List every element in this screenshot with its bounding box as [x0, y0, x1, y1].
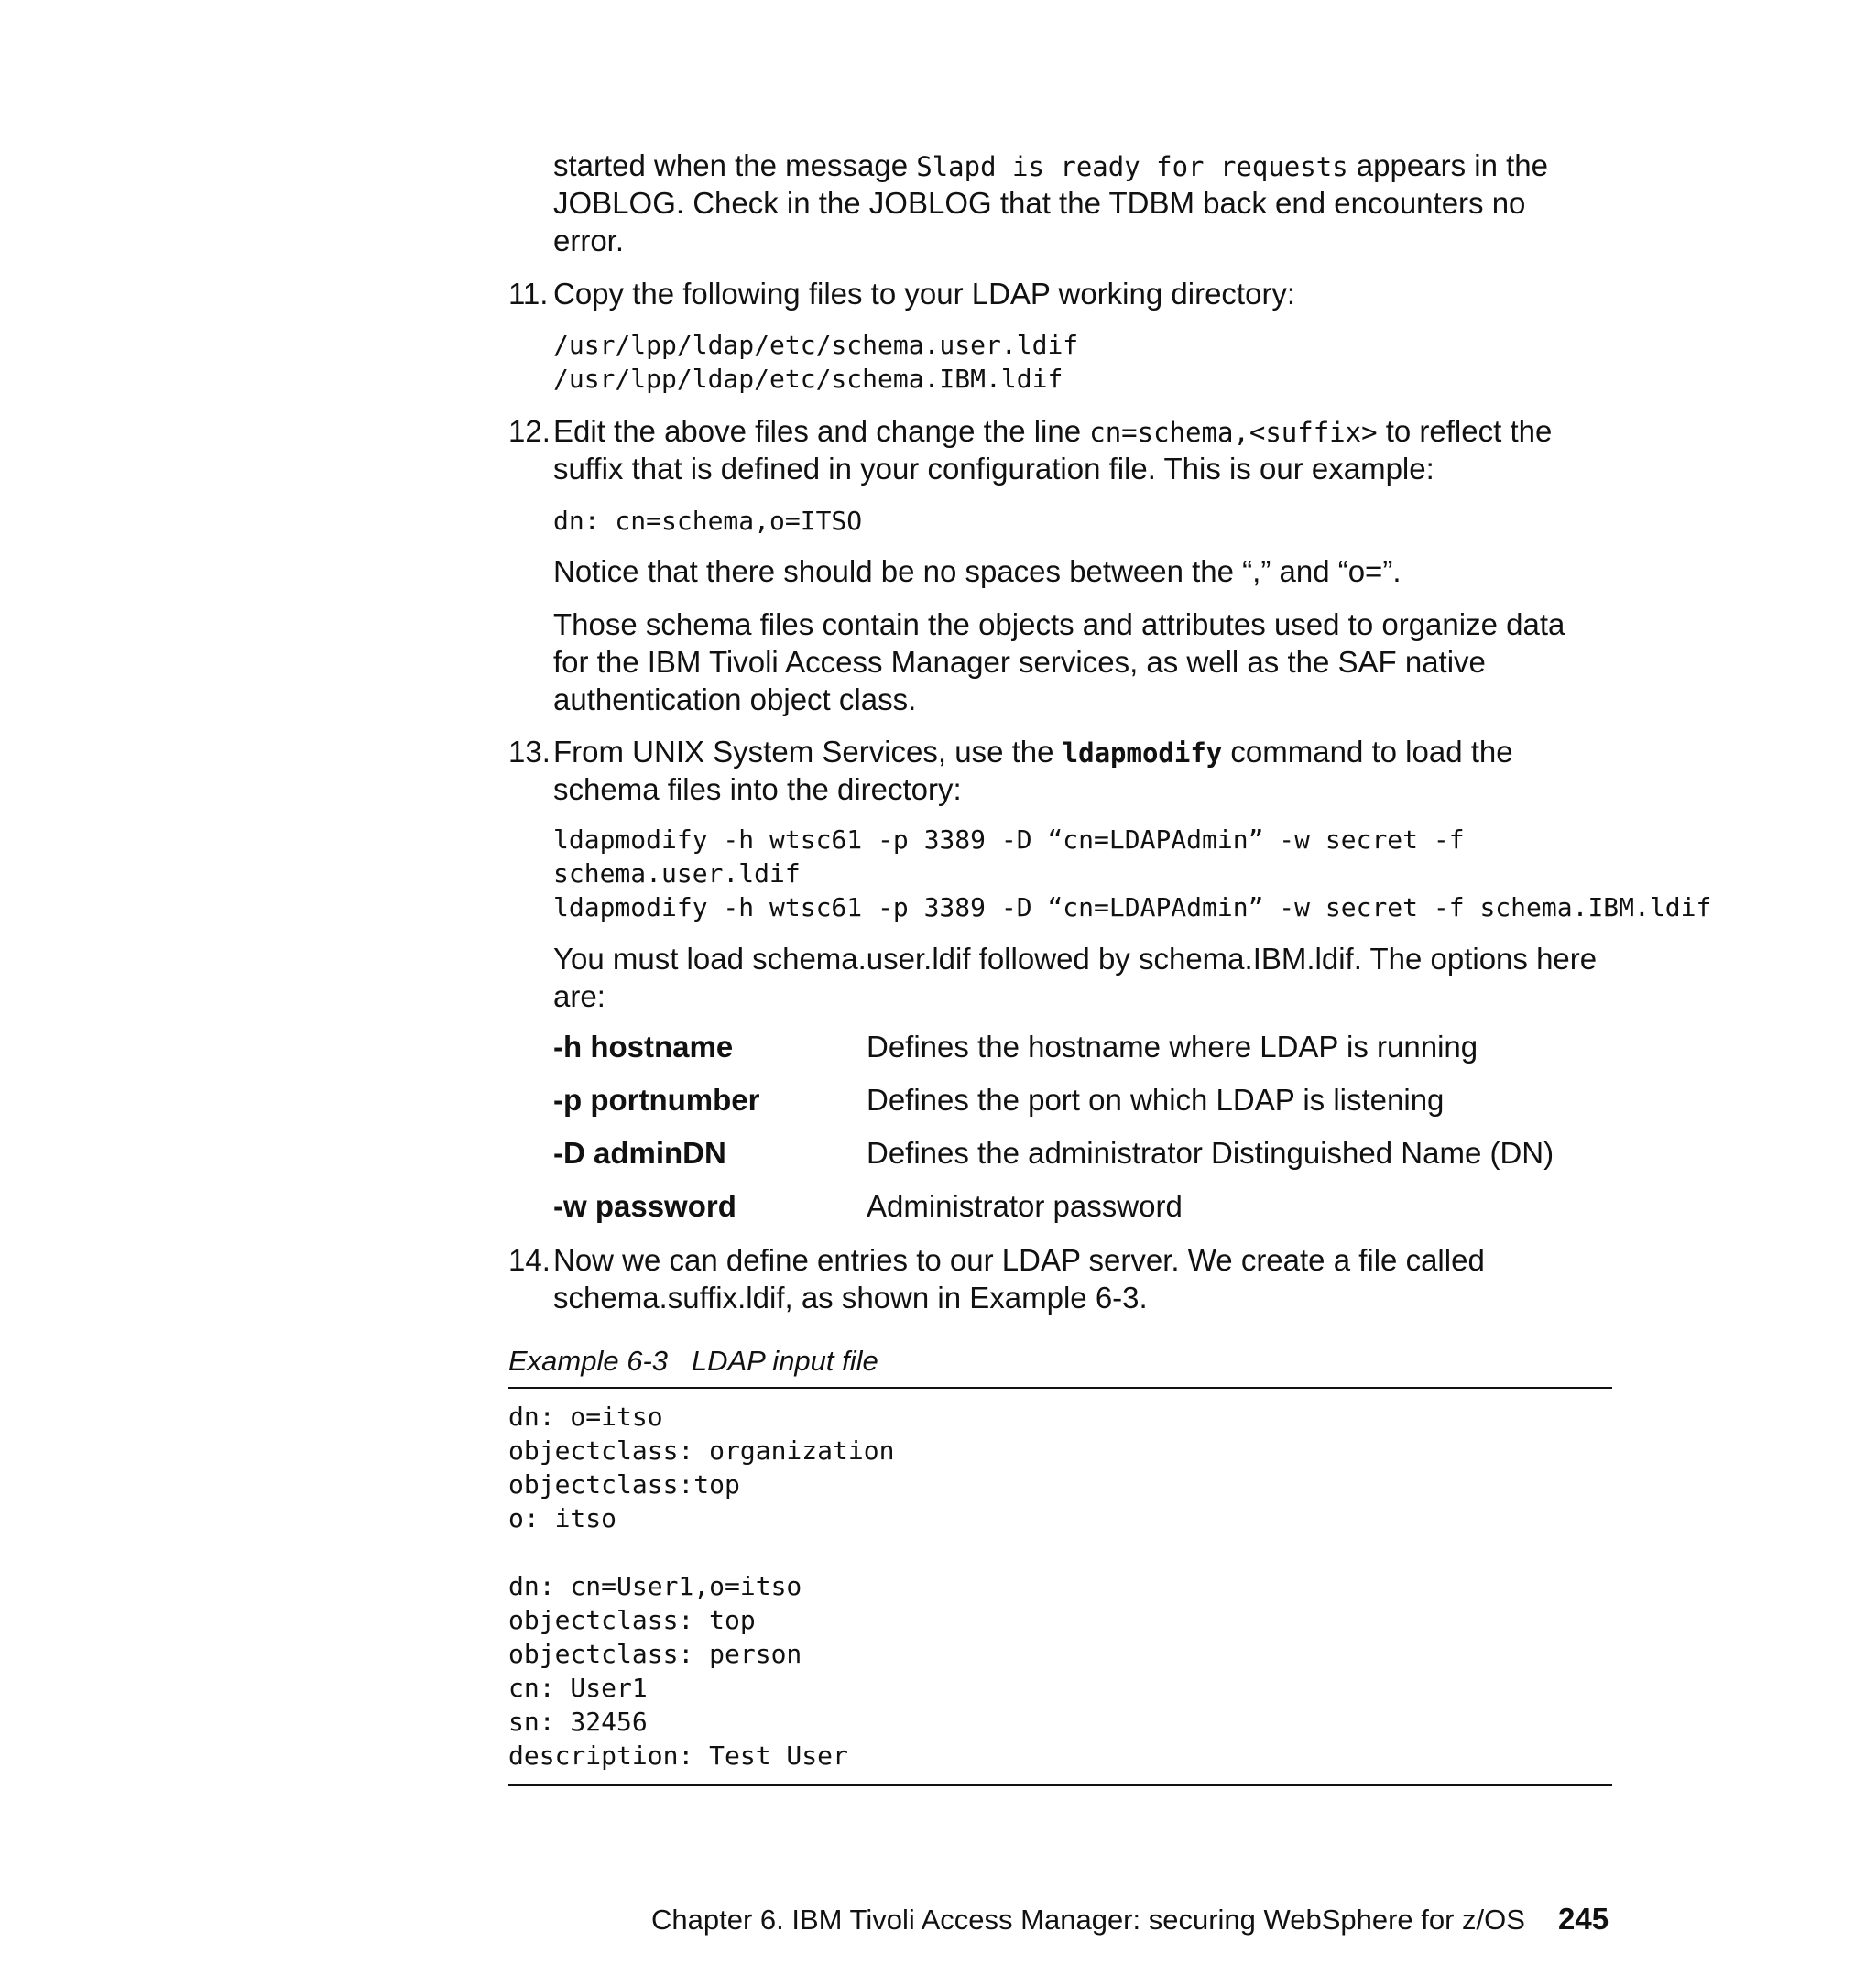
example-top-rule — [508, 1387, 1612, 1389]
code-line: objectclass:top — [508, 1469, 740, 1500]
option-term: -p portnumber — [553, 1083, 760, 1117]
code-line: description: Test User — [508, 1740, 848, 1771]
step-12-example-code: dn: cn=schema,o=ITSO — [553, 506, 863, 536]
code-line: o: itso — [508, 1503, 617, 1533]
inline-code: Slapd is ready for requests — [916, 151, 1348, 182]
step-12-line-1 — [553, 412, 1552, 452]
option-definition: Defines the port on which LDAP is listening — [867, 1083, 1445, 1117]
step-number: 12. — [508, 414, 551, 448]
step-13-line-2: schema files into the directory: — [553, 772, 962, 806]
step-13-code-2: schema.user.ldif — [553, 858, 801, 889]
step-12-line-2: suffix that is defined in your configuration file. This is our example: — [553, 452, 1434, 486]
inline-code: cn=schema,<suffix> — [1089, 417, 1378, 448]
step-13-note-line-2: are: — [553, 979, 605, 1013]
page-number: 245 — [1558, 1902, 1609, 1936]
code-line: sn: 32456 — [508, 1707, 648, 1737]
option-term: -h hostname — [553, 1030, 734, 1064]
option-term: -D adminDN — [553, 1136, 726, 1170]
step-13-text: From UNIX System Services, use the — [553, 735, 1063, 769]
step-12-text: to reflect the — [1377, 414, 1553, 448]
footer-chapter-title: Chapter 6. IBM Tivoli Access Manager: securing WebSphere for z/OS — [651, 1904, 1525, 1936]
step-11-code-2: /usr/lpp/ldap/etc/schema.IBM.ldif — [553, 364, 1063, 394]
intro-text: appears in the — [1347, 148, 1548, 182]
step-11-code-1: /usr/lpp/ldap/etc/schema.user.ldif — [553, 330, 1079, 360]
step-13-code-3: ldapmodify -h wtsc61 -p 3389 -D “cn=LDAPAdmin” -w secret -f schema.IBM.ldif — [553, 892, 1712, 922]
intro-line-3: error. — [553, 224, 625, 257]
option-definition: Defines the administrator Distinguished Name (DN) — [867, 1136, 1554, 1170]
step-12-para-line-1: Those schema files contain the objects and attributes used to organize data — [553, 607, 1565, 641]
step-number: 13. — [508, 735, 551, 769]
code-line: cn: User1 — [508, 1673, 648, 1703]
step-11-text: Copy the following files to your LDAP working directory: — [553, 277, 1296, 311]
step-14-line-2: schema.suffix.ldif, as shown in Example 6-3. — [553, 1281, 1148, 1315]
option-definition: Administrator password — [867, 1189, 1183, 1223]
step-13-code-1: ldapmodify -h wtsc61 -p 3389 -D “cn=LDAPAdmin” -w secret -f — [553, 824, 1465, 855]
step-12-para-line-2: for the IBM Tivoli Access Manager services, as well as the SAF native — [553, 645, 1486, 679]
step-number: 14. — [508, 1243, 551, 1277]
step-14-line-1: Now we can define entries to our LDAP server. We create a file called — [553, 1243, 1485, 1277]
code-line: dn: o=itso — [508, 1402, 663, 1432]
step-12-para-line-3: authentication object class. — [553, 682, 917, 716]
code-line: objectclass: organization — [508, 1435, 895, 1466]
step-13-note-line-1: You must load schema.user.ldif followed by schema.IBM.ldif. The options here — [553, 942, 1598, 976]
intro-line-2: JOBLOG. Check in the JOBLOG that the TDBM back end encounters no — [553, 186, 1526, 220]
option-definition: Defines the hostname where LDAP is running — [867, 1030, 1478, 1064]
intro-line-1 — [553, 147, 1548, 186]
step-13-line-1 — [553, 733, 1513, 772]
step-13-text: command to load the — [1222, 735, 1513, 769]
step-12-text: Edit the above files and change the line — [553, 414, 1090, 448]
example-bottom-rule — [508, 1784, 1612, 1786]
code-line: objectclass: top — [508, 1605, 756, 1635]
example-caption: Example 6-3 LDAP input file — [508, 1345, 878, 1377]
inline-command: ldapmodify — [1062, 737, 1223, 769]
step-12-notice: Notice that there should be no spaces between the “,” and “o=”. — [553, 554, 1402, 588]
option-term: -w password — [553, 1189, 736, 1223]
code-line: dn: cn=User1,o=itso — [508, 1571, 802, 1601]
code-line: objectclass: person — [508, 1639, 802, 1669]
intro-text: started when the message — [553, 148, 917, 182]
step-number: 11. — [508, 277, 549, 311]
